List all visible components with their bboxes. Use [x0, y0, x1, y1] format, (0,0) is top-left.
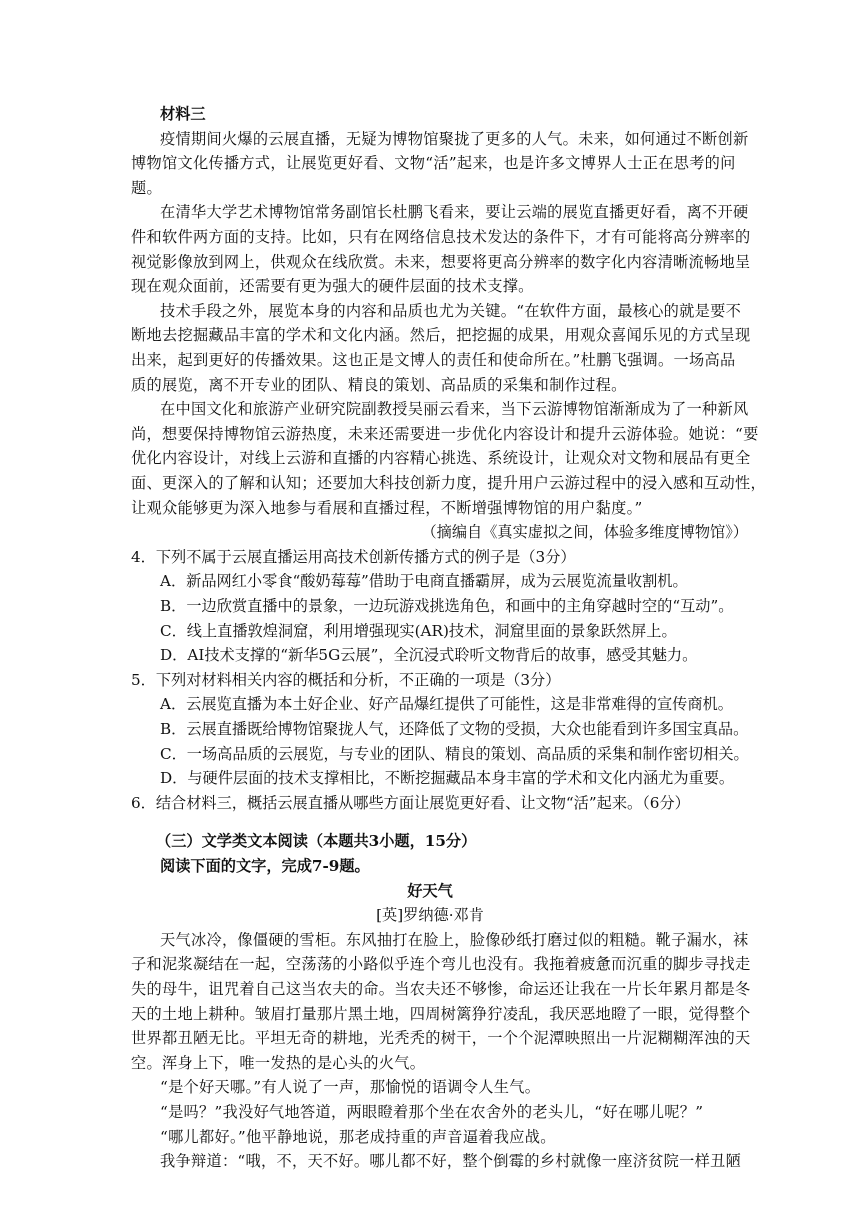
section-heading: （三）文学类文本阅读（本题共3小题，15分） [156, 832, 477, 851]
question-4-option: D．AI技术支撑的“新华5G云展”，全沉浸式聆听文物背后的故事，感受其魅力。 [160, 646, 698, 665]
story-paragraph-line: 我争辩道：“哦，不，天不好。哪儿都不好，整个倒霉的乡村就像一座济贫院一样丑陋 [160, 1152, 742, 1171]
material-paragraph-line: 尚，想要保持博物馆云游热度，未来还需要进一步优化内容设计和提升云游体验。她说：“要 [131, 424, 759, 443]
question-4-stem: 4．下列不属于云展直播运用高技术创新传播方式的例子是（3分） [131, 547, 576, 566]
question-4-option: A．新品网红小零食“酸奶莓莓”借助于电商直播霸屏，成为云展览流量收割机。 [160, 572, 688, 591]
question-6-stem: 6．结合材料三，概括云展直播从哪些方面让展览更好看、让文物“活”起来。（6分） [131, 793, 690, 812]
material-paragraph-line: 现在观众面前，还需要有更为强大的硬件层面的技术支撑。 [131, 277, 534, 296]
question-5-option: A．云展览直播为本土好企业、好产品爆红提供了可能性，这是非常难得的宣传商机。 [160, 695, 733, 714]
story-paragraph-line: 空。浑身上下，唯一发热的是心头的火气。 [131, 1053, 426, 1072]
material-paragraph-line: 疫情期间火爆的云展直播，无疑为博物馆聚拢了更多的人气。未来，如何通过不断创新 [160, 129, 749, 148]
story-paragraph-line: “哪儿都好。”他平静地说，那老成持重的声音逼着我应战。 [160, 1127, 556, 1146]
material-paragraph-line: 视觉影像放到网上，供观众在线欣赏。未来，想要将更高分辨率的数字化内容清晰流畅地呈 [131, 252, 751, 271]
material-paragraph-line: 让观众能够更为深入地参与看展和直播过程，不断增强博物馆的用户黏度。” [131, 498, 643, 517]
material-paragraph-line: 在清华大学艺术博物馆常务副馆长杜鹏飞看来，要让云端的展览直播更好看，离不开硬 [160, 203, 749, 222]
question-5-option: C．一场高品质的云展览，与专业的团队、精良的策划、高品质的采集和制作密切相关。 [160, 744, 749, 763]
question-4-option: B．一边欣赏直播中的景象，一边玩游戏挑选角色，和画中的主角穿越时空的“互动”。 [160, 597, 734, 615]
material-paragraph-line: 在中国文化和旅游产业研究院副教授吴丽云看来，当下云游博物馆渐渐成为了一种新风 [160, 400, 749, 419]
story-paragraph-line: 失的母牛，诅咒着自己这当农夫的命。当农夫还不够惨，命运还让我在一片长年累月都是冬 [131, 980, 751, 998]
story-author: [英]罗纳德·邓肯 [376, 906, 484, 925]
story-paragraph-line: “是个好天哪。”有人说了一声，那愉悦的语调令人生气。 [160, 1078, 541, 1097]
material-paragraph-line: 技术手段之外，展览本身的内容和品质也尤为关键。“在软件方面，最核心的就是要不 [160, 301, 742, 320]
story-paragraph-line: “是吗？”我没好气地答道，两眼瞪着那个坐在农舍外的老头儿，“好在哪儿呢？” [160, 1103, 704, 1121]
question-4-option: C．线上直播敦煌洞窟，利用增强现实(AR)技术，洞窟里面的景象跃然屏上。 [160, 621, 677, 640]
material-paragraph-line: 质的展览，离不开专业的团队、精良的策划、高品质的采集和制作过程。 [131, 375, 627, 394]
question-5-option: D．与硬件层面的技术支撑相比，不断挖掘藏品本身丰富的学术和文化内涵尤为重要。 [160, 769, 735, 788]
material-paragraph-line: 件和软件两方面的支持。比如，只有在网络信息技术发达的条件下，才有可能将高分辨率的 [131, 228, 751, 246]
question-5-stem: 5．下列对材料相关内容的概括和分析，不正确的一项是（3分） [131, 670, 561, 689]
source-citation: （摘编自《真实虚拟之间，体验多维度博物馆》） [421, 523, 748, 542]
story-paragraph-line: 天的土地上耕种。皱眉打量那片黑土地，四周树篱狰狞凌乱，我厌恶地瞪了一眼，觉得整个 [131, 1004, 751, 1023]
story-title: 好天气 [407, 881, 453, 900]
material-paragraph-line: 优化内容设计，对线上云游和直播的内容精心挑选、系统设计，让观众对文物和展品有更全 [131, 449, 751, 468]
material-paragraph-line: 面、更深入的了解和认知；还要加大科技创新力度，提升用户云游过程中的浸入感和互动性， [131, 474, 766, 492]
reading-instruction: 阅读下面的文字，完成7-9题。 [160, 857, 370, 875]
material-paragraph-line: 题。 [131, 178, 162, 197]
material-paragraph-line: 断地去挖掘藏品丰富的学术和文化内涵。然后，把挖掘的成果，用观众喜闻乐见的方式呈现 [131, 326, 751, 345]
material-paragraph-line: 博物馆文化传播方式，让展览更好看、文物“活”起来，也是许多文博界人士正在思考的问 [131, 154, 736, 173]
material-heading: 材料三 [160, 105, 206, 123]
question-5-option: B．云展直播既给博物馆聚拢人气，还降低了文物的受损，大众也能看到许多国宝真品。 [160, 720, 749, 738]
story-paragraph-line: 子和泥浆凝结在一起，空荡荡的小路似乎连个弯儿也没有。我拖着疲惫而沉重的脚步寻找走 [131, 955, 751, 974]
material-paragraph-line: 出来，起到更好的传播效果。这也正是文博人的责任和使命所在。”杜鹏飞强调。一场高品 [131, 351, 736, 369]
story-paragraph-line: 世界都丑陋无比。平坦无奇的耕地，光秃秃的树干，一个个泥潭映照出一片泥糊糊浑浊的天 [131, 1029, 751, 1048]
story-paragraph-line: 天气冰冷，像僵硬的雪柜。东风抽打在脸上，脸像砂纸打磨过似的粗糙。靴子漏水，袜 [160, 930, 749, 949]
